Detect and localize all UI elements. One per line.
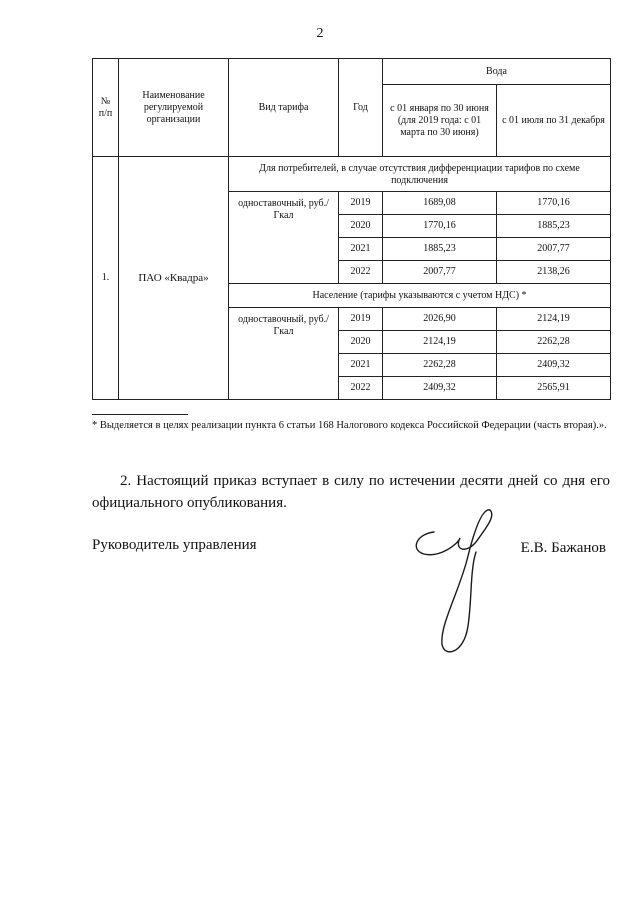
year-cell: 2019: [339, 308, 383, 331]
value-cell: 1885,23: [383, 238, 497, 261]
value-cell: 2262,28: [497, 331, 611, 354]
row-number: 1.: [93, 157, 119, 400]
value-cell: 2124,19: [497, 308, 611, 331]
value-cell: 2007,77: [497, 238, 611, 261]
header-tariff-type: Вид тарифа: [229, 59, 339, 157]
value-cell: 2007,77: [383, 261, 497, 284]
year-cell: 2022: [339, 377, 383, 400]
signature-image: [408, 508, 518, 658]
signer-name: Е.В. Бажанов: [520, 540, 606, 556]
header-period-2: с 01 июля по 31 декабря: [497, 85, 611, 157]
value-cell: 2409,32: [383, 377, 497, 400]
value-cell: 2565,91: [497, 377, 611, 400]
year-cell: 2020: [339, 331, 383, 354]
value-cell: 2026,90: [383, 308, 497, 331]
footnote: * Выделяется в целях реализации пункта 6 статьи 168 Налогового кодекса Российской Федерации (часть вторая).».: [92, 420, 607, 431]
value-cell: 2124,19: [383, 331, 497, 354]
year-cell: 2022: [339, 261, 383, 284]
organization-name: ПАО «Квадра»: [119, 157, 229, 400]
section-title: Для потребителей, в случае отсутствия дифференциации тарифов по схеме подключения: [229, 157, 611, 192]
value-cell: 1885,23: [497, 215, 611, 238]
value-cell: 2262,28: [383, 354, 497, 377]
tariff-table: [92, 58, 611, 400]
signer-title: Руководитель управления: [92, 537, 257, 553]
footnote-separator: [92, 414, 188, 415]
year-cell: 2021: [339, 238, 383, 261]
value-cell: 2138,26: [497, 261, 611, 284]
year-cell: 2019: [339, 192, 383, 215]
header-year: Год: [339, 59, 383, 157]
page-number: 2: [316, 26, 324, 41]
year-cell: 2021: [339, 354, 383, 377]
value-cell: 1689,08: [383, 192, 497, 215]
value-cell: 2409,32: [497, 354, 611, 377]
header-water: Вода: [383, 59, 611, 85]
year-cell: 2020: [339, 215, 383, 238]
value-cell: 1770,16: [383, 215, 497, 238]
header-organization: Наименование регулируемой организации: [119, 59, 229, 157]
value-cell: 1770,16: [497, 192, 611, 215]
tariff-type-cell: одноставочный, руб./Гкал: [229, 192, 339, 284]
clause-paragraph: 2. Настоящий приказ вступает в силу по истечении десяти дней со дня его официального опубликования.: [92, 473, 610, 511]
section-title: Население (тарифы указываются с учетом НДС) *: [229, 284, 611, 308]
header-period-1: с 01 января по 30 июня (для 2019 года: с 01 марта по 30 июня): [383, 85, 497, 157]
tariff-type-cell: одноставочный, руб./Гкал: [229, 308, 339, 400]
header-num: № п/п: [93, 59, 119, 157]
